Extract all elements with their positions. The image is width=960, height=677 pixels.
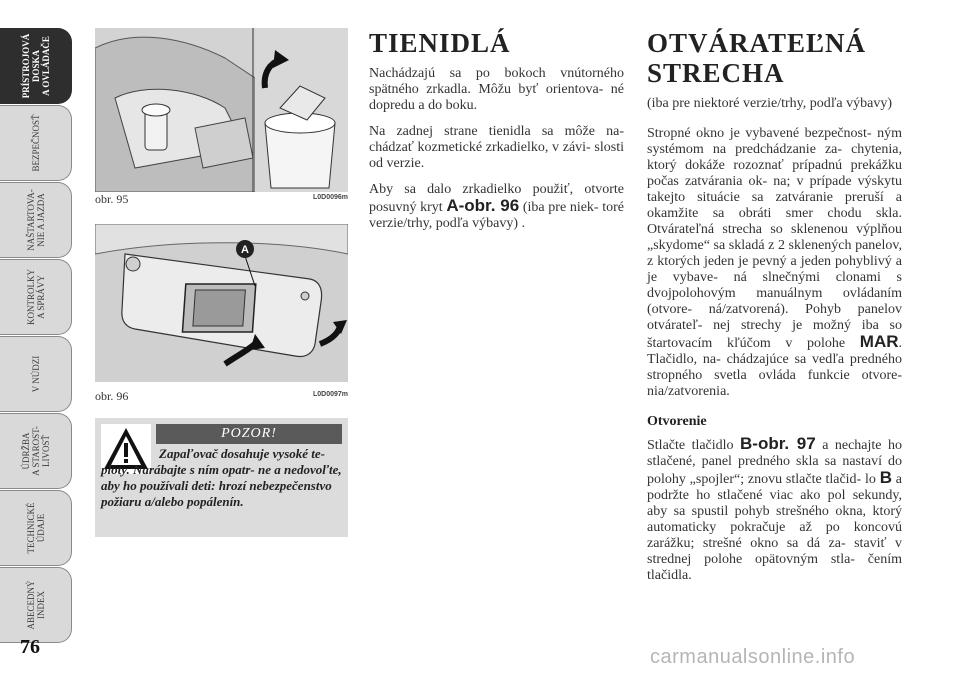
figure-reference: B-obr. 97 (740, 434, 816, 453)
sun-visor-illustration (95, 224, 348, 382)
key-position-reference: MAR (859, 332, 899, 351)
warning-title: POZOR! (156, 424, 342, 444)
subheading-otvorenie: Otvorenie (647, 414, 707, 429)
tab-label: ABECEDNÝ INDEX (25, 580, 46, 630)
caption-figure-95 (95, 192, 348, 207)
figure-code: L0D0097m (312, 391, 348, 398)
title-line: OTVÁRATEĽNÁ (647, 28, 867, 58)
tab-v-nudzi[interactable] (0, 336, 72, 412)
paragraph: Nachádzajú sa po bokoch vnútorného spätného zrkadla. Môžu byť orientova- né dopredu a do boku. (369, 66, 624, 113)
text-run: Aby sa dalo zrkadielko použiť, otvorte posuvný kryt (369, 182, 624, 215)
text-run: Stlačte tlačidlo (647, 438, 741, 453)
section-subtitle: (iba pre niektoré verzie/trhy, podľa výbavy) (647, 96, 893, 111)
paragraph (647, 436, 902, 584)
warning-box (95, 418, 348, 537)
text-run: a podržte ho stlačené viac ako pol sekundy, aby sa spustil pohyb strešného okna, ktorý automaticky pokračuje až po koncovú zarážku; strešné okno sa dá za- staviť v strednej polohe opätovným stla- čením tlačidla. (647, 472, 902, 583)
section-sun-visors (369, 28, 624, 242)
text-run: . Tlačidlo, na- chádzajúce sa vedľa predného stropného svetla ovláda funkcie otvore- nia/zatvorenia. (647, 336, 902, 399)
page-number: 76 (20, 636, 40, 658)
tab-nastartovanie[interactable] (0, 182, 72, 258)
text-run: Stropné okno je vybavené bezpečnost- ným systémom na predchádzanie za- chytenia, ktorý dokáže rozoznať prípadnú prekážku počas zatvárania ok- na; v prípade výskytu takejto situácie sa zatváranie preruší a okamžite sa obráti smer chodu skla. Otvárateľná strecha so sklenenou výplňou „skydome“ sa skladá z 2 sklenených panelov, z ktorých jeden je pevný a jeden pohyblivý a je vybave- ná slnečnými clonami s dvojpolohovým manuálnym ovládaním (otvore- ná/zatvorená). Pohyb panelov otvárateľ- nej strechy je možný iba so štartovacím kľúčom v polohe (647, 126, 902, 351)
tab-bezpecnost[interactable] (0, 105, 72, 181)
tab-label: V NÚDZI (30, 355, 41, 393)
tab-label: BEZPEČNOSŤ (30, 114, 41, 172)
caption-text: obr. 95 (95, 192, 129, 206)
paragraph (647, 126, 902, 400)
section-title-tienidla: TIENIDLÁ (369, 28, 511, 58)
figure-96-sun-visor (95, 224, 348, 382)
paragraph (369, 182, 624, 232)
callout-a-label: A (241, 244, 249, 256)
figure-95-cigarette-lighter (95, 28, 348, 192)
warning-text: Zapaľovač dosahuje vysoké te- ploty. Narábajte s ním opatr- ne a nedovoľte, aby ho používali deti: hrozí nebezpečenstvo požiaru a/alebo popálenín. (101, 446, 342, 509)
tab-technicke-udaje[interactable] (0, 490, 72, 566)
tab-label: ÚDRŽBA A STAROST- LIVOSŤ (20, 426, 51, 476)
section-sunroof (647, 28, 902, 594)
tab-label: PRÍSTROJOVÁ DOSKA A OVLÁDAČE (20, 33, 51, 99)
paragraph: Na zadnej strane tienidla sa môže na- chádzať kozmetické zrkadielko, v závi- slosti od verzie. (369, 124, 624, 171)
tab-abecedny-index[interactable] (0, 567, 72, 643)
lighter-illustration (95, 28, 348, 192)
tab-label: NAŠTARTOVA- NIE A JAZDA (25, 189, 46, 251)
tab-kontrolky[interactable] (0, 259, 72, 335)
tab-pristrojova-doska[interactable] (0, 28, 72, 104)
section-title-otvaratelna-strecha (647, 28, 902, 88)
tab-udrzba[interactable] (0, 413, 72, 489)
figure-code: L0D0096m (312, 194, 348, 201)
watermark: carmanualsonline.info (650, 646, 856, 668)
tab-label: TECHNICKÉ ÚDAJE (25, 502, 46, 554)
figure-reference: A-obr. 96 (446, 196, 520, 215)
caption-text: obr. 96 (95, 389, 129, 403)
title-line: STRECHA (647, 58, 785, 88)
button-reference: B (879, 468, 892, 487)
caption-figure-96 (95, 389, 348, 404)
text-run: (iba pre niek- toré verzie/trhy, podľa výbavy) . (369, 200, 624, 231)
text-run: a nechajte ho stlačené, panel predného skla sa nastaví do polohy „spojler“; znovu stlačte tlačid- lo (647, 438, 902, 487)
tab-label: KONTROLKY A SPRÁVY (25, 269, 46, 325)
